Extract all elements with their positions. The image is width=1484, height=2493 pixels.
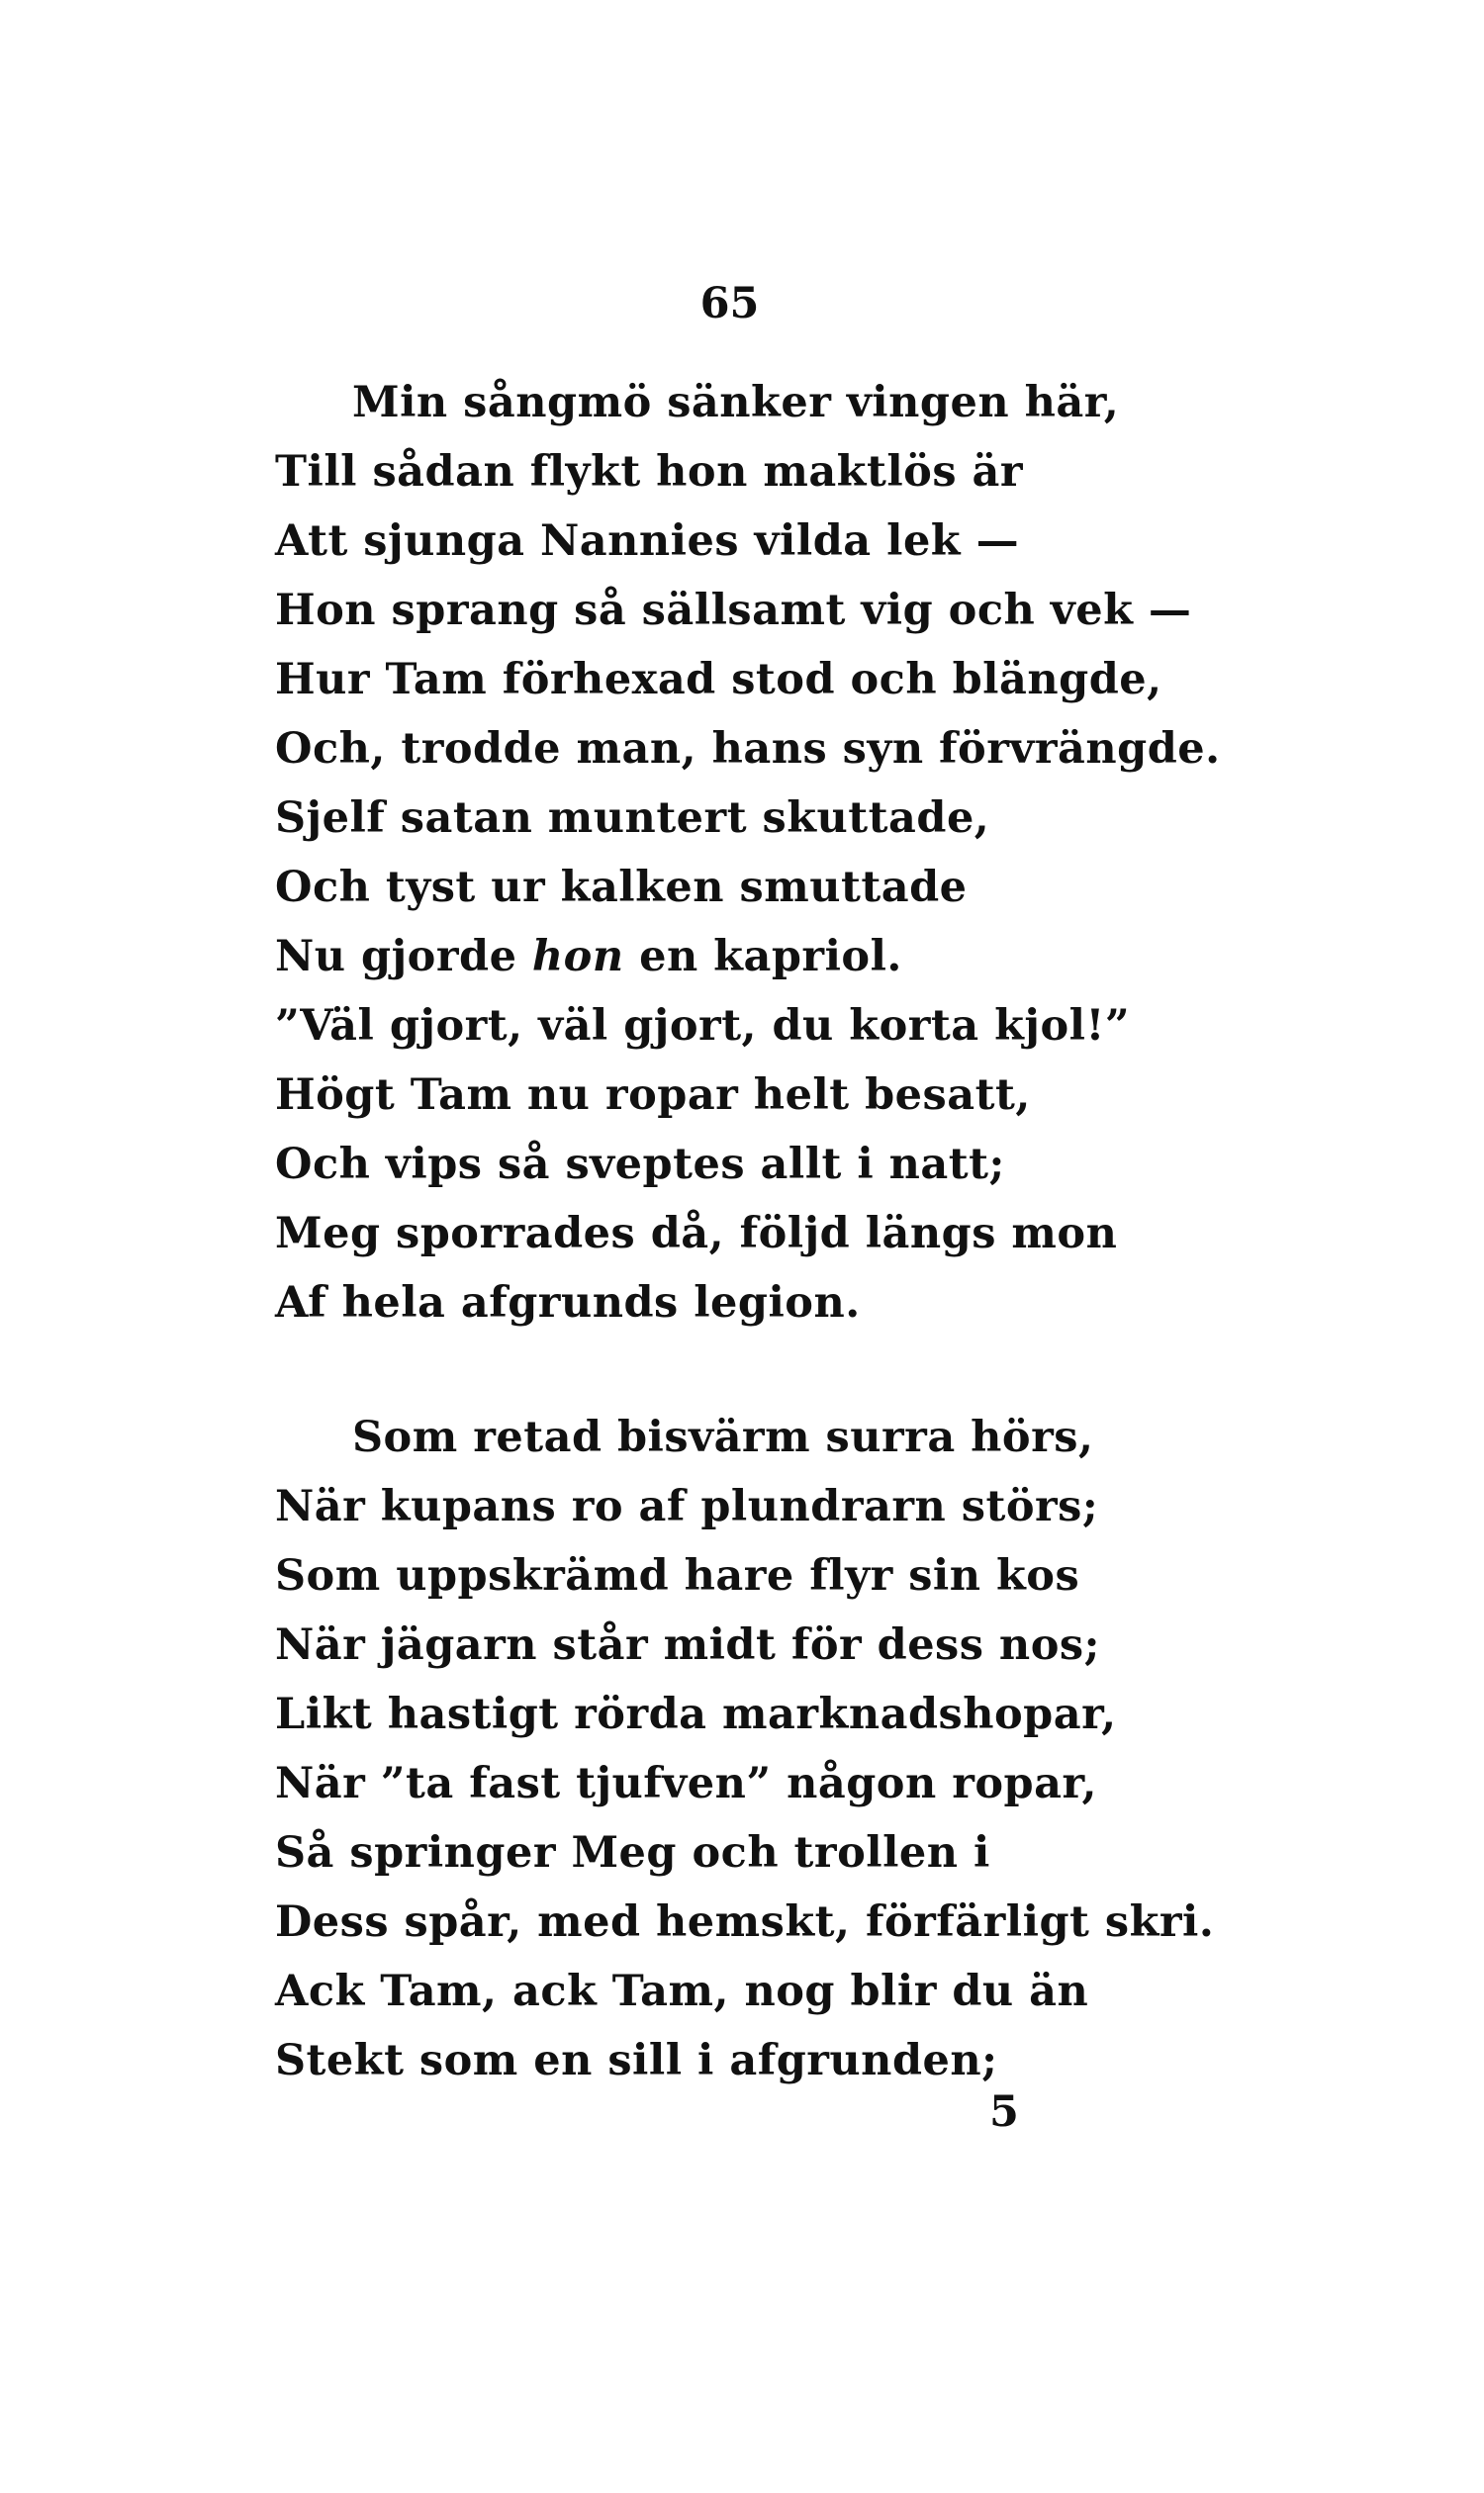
stanza-2 <box>275 1403 1225 2095</box>
verse-line: Och tyst ur kalken smuttade <box>275 863 968 912</box>
verse-line: Högt Tam nu ropar helt besatt, <box>275 1070 1031 1120</box>
verse-text: en kapriol. <box>623 932 902 981</box>
stanza-1 <box>275 368 1225 1338</box>
verse-line: Som uppskrämd hare flyr sin kos <box>275 1551 1080 1601</box>
verse-line: Som retad bisvärm surra hörs, <box>352 1413 1094 1462</box>
verse-text: Nu gjorde <box>275 932 532 981</box>
page-number: 65 <box>699 279 760 328</box>
verse-line: Och, trodde man, hans syn förvrängde. <box>275 724 1221 774</box>
verse-line: Ack Tam, ack Tam, nog blir du än <box>275 1967 1089 2016</box>
verse-line: Och vips så sveptes allt i natt; <box>275 1140 1005 1189</box>
verse-line: Att sjunga Nannies vilda lek — <box>275 516 1020 566</box>
verse-line: ”Väl gjort, väl gjort, du korta kjol!” <box>275 1001 1131 1051</box>
verse-line: Dess spår, med hemskt, förfärligt skri. <box>275 1897 1215 1947</box>
verse-line: Hur Tam förhexad stod och blängde, <box>275 655 1162 704</box>
verse-line: När ”ta fast tjufven” någon ropar, <box>275 1759 1097 1808</box>
verse-line: Meg sporrades då, följd längs mon <box>275 1209 1118 1258</box>
verse-line: När jägarn står midt för dess nos; <box>275 1620 1100 1670</box>
verse-line: Sjelf satan muntert skuttade, <box>275 793 990 843</box>
verse-line: Så springer Meg och trollen i <box>275 1828 990 1878</box>
italic-word: hon <box>531 932 624 981</box>
verse-line: Min sångmö sänker vingen här, <box>352 378 1120 427</box>
verse-line: Till sådan flykt hon maktlös är <box>275 447 1024 497</box>
verse-line: Hon sprang så sällsamt vig och vek — <box>275 586 1192 635</box>
verse-line: Likt hastigt rörda marknadshopar, <box>275 1690 1117 1739</box>
signature-mark: 5 <box>989 2087 1019 2137</box>
verse-line: När kupans ro af plundrarn störs; <box>275 1482 1099 1531</box>
verse-line-with-italic <box>275 922 1225 991</box>
verse-line: Stekt som en sill i afgrunden; <box>275 2036 998 2085</box>
verse-line: Af hela afgrunds legion. <box>275 1278 861 1328</box>
